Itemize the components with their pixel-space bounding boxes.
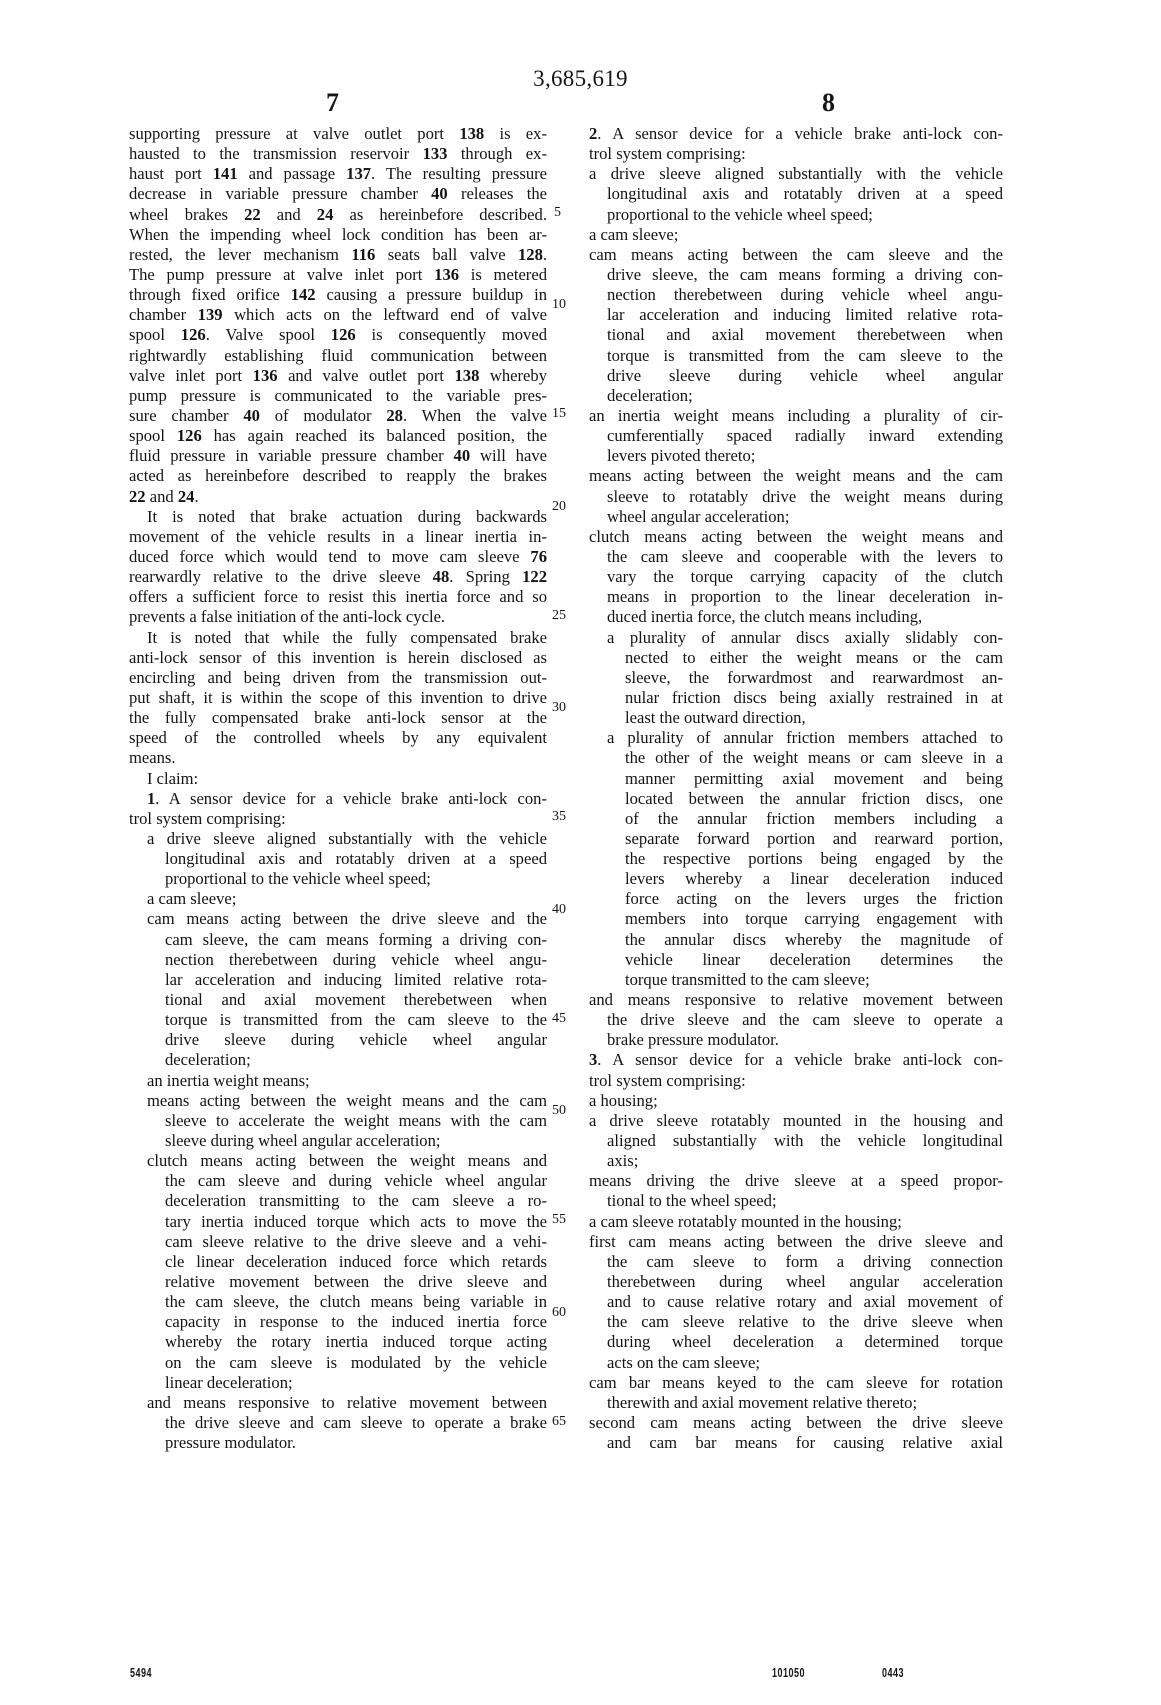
footer-code-right-2: 0443 <box>882 1666 905 1680</box>
text-line: duced inertia force, the clutch means including, <box>607 607 923 627</box>
text-line: the drive sleeve and the cam sleeve to operate a <box>607 1010 1003 1030</box>
text-line: drive sleeve, the cam means forming a driving con- <box>607 264 1003 284</box>
text-line: The pump pressure at valve inlet port 136 is metered <box>129 264 547 284</box>
text-line: a drive sleeve aligned substantially with the vehicle <box>147 828 547 848</box>
text-line: clutch means acting between the weight means and <box>589 526 1003 546</box>
text-line: brake pressure modulator. <box>607 1030 779 1050</box>
text-line: the fully compensated brake anti-lock sensor at the <box>129 708 547 728</box>
column-number-right: 8 <box>822 88 835 117</box>
text-line: sure chamber 40 of modulator 28. When the valve <box>129 405 547 425</box>
text-line: cam means acting between the cam sleeve and the <box>589 244 1003 264</box>
text-line: through fixed orifice 142 causing a pressure buildup in <box>129 285 547 305</box>
text-line: anti-lock sensor of this invention is herein disclosed as <box>129 647 547 667</box>
footer-code-right-1: 101050 <box>772 1666 806 1680</box>
text-line: spool 126 has again reached its balanced position, the <box>129 426 547 446</box>
margin-line-number: 45 <box>552 1010 566 1026</box>
text-line: torque is transmitted from the cam sleeve to the <box>607 345 1003 365</box>
text-line: duced force which would tend to move cam sleeve 76 <box>129 546 547 566</box>
text-line: vehicle linear deceleration determines the <box>625 949 1003 969</box>
text-line: and cam bar means for causing relative axial <box>607 1433 1003 1453</box>
text-line: force acting on the levers urges the friction <box>625 889 1003 909</box>
margin-line-number: 50 <box>552 1103 566 1119</box>
text-line: 1. A sensor device for a vehicle brake anti-lock con- <box>147 788 547 808</box>
text-line: the cam sleeve relative to the drive sleeve when <box>607 1312 1003 1332</box>
text-line: means in proportion to the linear deceleration in- <box>607 587 1003 607</box>
text-line: on the cam sleeve is modulated by the vehicle <box>165 1352 547 1372</box>
text-line: sleeve during wheel angular acceleration; <box>165 1131 441 1151</box>
text-line: acted as hereinbefore described to reapply the brakes <box>129 466 547 486</box>
text-line: spool 126. Valve spool 126 is consequently moved <box>129 325 547 345</box>
text-line: whereby the rotary inertia induced torque acting <box>165 1332 547 1352</box>
text-line: pump pressure is communicated to the variable pres- <box>129 385 547 405</box>
text-line: nular friction discs being axially restrained in at <box>625 687 1003 707</box>
text-line: trol system comprising: <box>589 144 746 164</box>
text-line: longitudinal axis and rotatably driven at a speed <box>165 849 547 869</box>
margin-line-number: 65 <box>552 1413 566 1429</box>
text-line: rearwardly relative to the drive sleeve 48. Spring 122 <box>129 567 547 587</box>
text-line: and means responsive to relative movement between <box>589 990 1003 1010</box>
text-line: a housing; <box>589 1090 658 1110</box>
text-line: means driving the drive sleeve at a speed propor- <box>589 1171 1003 1191</box>
text-line: the annular discs whereby the magnitude of <box>625 929 1003 949</box>
text-line: manner permitting axial movement and being <box>625 768 1003 788</box>
text-line: an inertia weight means including a plurality of cir- <box>589 405 1003 425</box>
text-line: a cam sleeve; <box>147 889 237 909</box>
text-line: tary inertia induced torque which acts to move the <box>165 1211 547 1231</box>
text-line: means. <box>129 748 176 768</box>
text-line: trol system comprising: <box>129 808 286 828</box>
text-line: capacity in response to the induced inertia force <box>165 1312 547 1332</box>
text-line: sleeve to accelerate the weight means with the cam <box>165 1110 547 1130</box>
text-line: 2. A sensor device for a vehicle brake anti-lock con- <box>589 124 1003 143</box>
text-line: nection therebetween during vehicle wheel angu- <box>607 285 1003 305</box>
text-line: deceleration transmitting to the cam sleeve a ro- <box>165 1191 547 1211</box>
text-line: valve inlet port 136 and valve outlet port 138 whereby <box>129 365 547 385</box>
text-line: lar acceleration and inducing limited relative rota- <box>165 969 547 989</box>
text-line: members into torque carrying engagement with <box>625 909 1003 929</box>
text-line: nected to either the weight means or the cam <box>625 647 1003 667</box>
text-line: cam means acting between the drive sleeve and the <box>147 909 547 929</box>
text-line: the cam sleeve to form a driving connection <box>607 1251 1003 1271</box>
text-line: an inertia weight means; <box>147 1070 310 1090</box>
text-line: rested, the lever mechanism 116 seats ball valve 128. <box>129 244 547 264</box>
text-line: decrease in variable pressure chamber 40 releases the <box>129 184 547 204</box>
right-text-column <box>589 124 1003 1453</box>
text-line: tional and axial movement therebetween when <box>607 325 1003 345</box>
text-line: levers pivoted thereto; <box>607 446 756 466</box>
margin-line-number: 30 <box>552 700 566 716</box>
text-line: movement of the vehicle results in a linear inertia in- <box>129 526 547 546</box>
text-line: supporting pressure at valve outlet port 138 is ex- <box>129 124 547 143</box>
text-line: tional to the wheel speed; <box>607 1191 777 1211</box>
text-line: a plurality of annular friction members attached to <box>607 728 1003 748</box>
text-line: axis; <box>607 1151 639 1171</box>
text-line: cumferentially spaced radially inward extending <box>607 426 1003 446</box>
text-line: 22 and 24. <box>129 486 199 506</box>
text-line: separate forward portion and rearward portion, <box>625 828 1003 848</box>
text-line: tional and axial movement therebetween when <box>165 990 547 1010</box>
text-line: clutch means acting between the weight means and <box>147 1151 547 1171</box>
footer-code-left: 5494 <box>130 1666 153 1680</box>
text-line: speed of the controlled wheels by any equivalent <box>129 728 547 748</box>
text-line: torque transmitted to the cam sleeve; <box>625 969 870 989</box>
text-line: cam sleeve, the cam means forming a driving con- <box>165 929 547 949</box>
text-line: longitudinal axis and rotatably driven at a speed <box>607 184 1003 204</box>
text-line: first cam means acting between the drive sleeve and <box>589 1231 1003 1251</box>
text-line: fluid pressure in variable pressure chamber 40 will have <box>129 446 547 466</box>
text-line: acts on the cam sleeve; <box>607 1352 760 1372</box>
text-line: cam bar means keyed to the cam sleeve for rotation <box>589 1372 1003 1392</box>
text-line: hausted to the transmission reservoir 133 through ex- <box>129 144 547 164</box>
text-line: cam sleeve relative to the drive sleeve and a vehi- <box>165 1231 547 1251</box>
text-line: wheel brakes 22 and 24 as hereinbefore described. <box>129 204 547 224</box>
margin-line-number: 55 <box>552 1212 566 1228</box>
text-line: encircling and being driven from the transmission out- <box>129 667 547 687</box>
text-line: 3. A sensor device for a vehicle brake anti-lock con- <box>589 1050 1003 1070</box>
text-line: the cam sleeve, the clutch means being variable in <box>165 1292 547 1312</box>
text-line: relative movement between the drive sleeve and <box>165 1272 547 1292</box>
text-line: rightwardly establishing fluid communication between <box>129 345 547 365</box>
text-line: It is noted that brake actuation during backwards <box>147 506 547 526</box>
text-line: means acting between the weight means and the cam <box>147 1090 547 1110</box>
text-line: the cam sleeve and during vehicle wheel angular <box>165 1171 547 1191</box>
text-line: means acting between the weight means and the cam <box>589 466 1003 486</box>
text-line: levers whereby a linear deceleration induced <box>625 869 1003 889</box>
text-line: haust port 141 and passage 137. The resulting pressure <box>129 164 547 184</box>
text-line: the drive sleeve and cam sleeve to operate a brake <box>165 1413 547 1432</box>
text-line: offers a sufficient force to resist this inertia force and so <box>129 587 547 607</box>
text-line: proportional to the vehicle wheel speed; <box>165 869 431 889</box>
text-line: located between the annular friction discs, one <box>625 788 1003 808</box>
patent-number: 3,685,619 <box>533 66 628 91</box>
text-line: a drive sleeve rotatably mounted in the housing and <box>589 1110 1003 1130</box>
text-line: sleeve, the forwardmost and rearwardmost an- <box>625 667 1003 687</box>
text-line: nection therebetween during vehicle wheel angu- <box>165 949 547 969</box>
text-line: vary the torque carrying capacity of the clutch <box>607 567 1003 587</box>
text-line: I claim: <box>147 768 199 788</box>
column-number-left: 7 <box>326 88 339 117</box>
margin-line-number: 35 <box>552 809 566 825</box>
text-line: deceleration; <box>165 1050 251 1070</box>
text-line: wheel angular acceleration; <box>607 506 790 526</box>
text-line: least the outward direction, <box>625 708 806 728</box>
margin-line-number: 10 <box>552 297 566 313</box>
text-line: prevents a false initiation of the anti-lock cycle. <box>129 607 446 627</box>
text-line: therewith and axial movement relative thereto; <box>607 1392 918 1412</box>
text-line: drive sleeve during vehicle wheel angular <box>165 1030 547 1050</box>
margin-line-number: 25 <box>552 607 566 623</box>
text-line: the respective portions being engaged by the <box>625 849 1003 869</box>
margin-line-number: 15 <box>552 406 566 422</box>
text-line: a plurality of annular discs axially slidably con- <box>607 627 1003 647</box>
text-line: trol system comprising: <box>589 1070 746 1090</box>
text-line: torque is transmitted from the cam sleeve to the <box>165 1010 547 1030</box>
text-line: aligned substantially with the vehicle longitudinal <box>607 1131 1003 1151</box>
margin-line-number: 20 <box>552 498 566 514</box>
text-line: a cam sleeve rotatably mounted in the housing; <box>589 1211 902 1231</box>
text-line: a cam sleeve; <box>589 224 679 244</box>
text-line: second cam means acting between the drive sleeve <box>589 1413 1003 1432</box>
text-line: lar acceleration and inducing limited relative rota- <box>607 305 1003 325</box>
text-line: It is noted that while the fully compensated brake <box>147 627 547 647</box>
text-line: and means responsive to relative movement between <box>147 1392 547 1412</box>
text-line: linear deceleration; <box>165 1372 293 1392</box>
text-line: put shaft, it is within the scope of this invention to drive <box>129 687 547 707</box>
text-line: proportional to the vehicle wheel speed; <box>607 204 873 224</box>
text-line: of the annular friction members including a <box>625 808 1003 828</box>
text-line: pressure modulator. <box>165 1433 296 1453</box>
text-line: chamber 139 which acts on the leftward end of valve <box>129 305 547 325</box>
text-line: the other of the weight means or cam sleeve in a <box>625 748 1003 768</box>
text-line: and to cause relative rotary and axial movement of <box>607 1292 1003 1312</box>
text-line: the cam sleeve and cooperable with the levers to <box>607 546 1003 566</box>
text-line: drive sleeve during vehicle wheel angular <box>607 365 1003 385</box>
text-line: sleeve to rotatably drive the weight means during <box>607 486 1003 506</box>
margin-line-number: 5 <box>554 204 561 220</box>
text-line: therebetween during wheel angular acceleration <box>607 1272 1003 1292</box>
left-text-column <box>129 124 547 1453</box>
text-line: during wheel deceleration a determined torque <box>607 1332 1003 1352</box>
text-line: When the impending wheel lock condition has been ar- <box>129 224 547 244</box>
margin-line-number: 40 <box>552 901 566 917</box>
text-line: deceleration; <box>607 385 693 405</box>
margin-line-number: 60 <box>552 1304 566 1320</box>
text-line: cle linear deceleration induced force which retards <box>165 1251 547 1271</box>
text-line: a drive sleeve aligned substantially with the vehicle <box>589 164 1003 184</box>
